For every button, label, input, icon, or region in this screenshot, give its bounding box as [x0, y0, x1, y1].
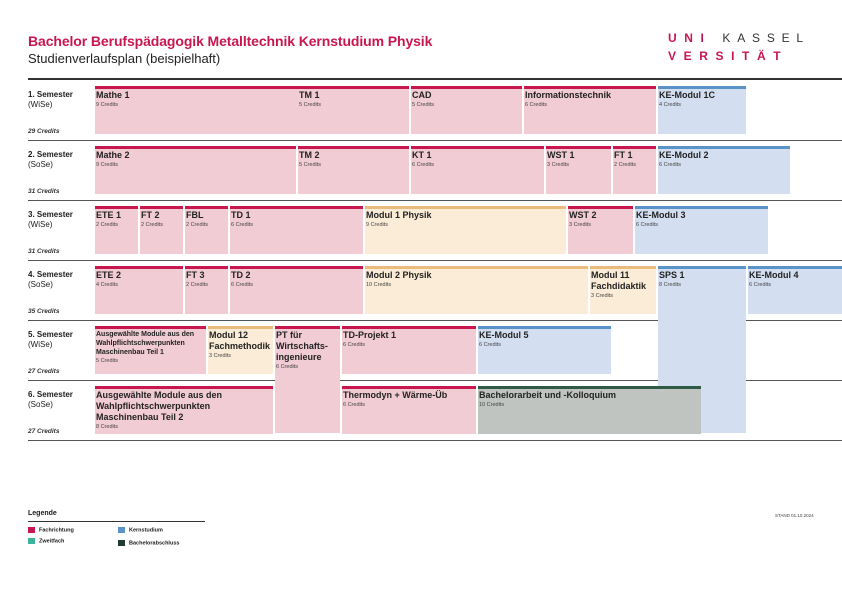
- module-accent-bar: [275, 326, 340, 329]
- module-credits: 10 Credits: [479, 402, 505, 408]
- module-td-projekt-1[interactable]: [342, 326, 476, 374]
- module-name: FT 3: [186, 270, 205, 280]
- module-credits: 3 Credits: [569, 222, 592, 228]
- logo-versitaet: VERSITÄT: [668, 49, 789, 63]
- module-mathe-2[interactable]: [95, 146, 296, 194]
- module-pt-wirtschaftsingenieure[interactable]: [275, 326, 340, 433]
- legend-label: Fachrichtung: [39, 527, 74, 534]
- module-ke-modul-3[interactable]: [635, 206, 768, 254]
- module-name: ETE 1: [96, 210, 122, 220]
- semester-label-text: 1. Semester: [28, 90, 73, 99]
- module-credits: 6 Credits: [343, 342, 366, 348]
- legend-title: Legende: [28, 510, 57, 517]
- module-name: CAD: [412, 90, 432, 100]
- module-cad[interactable]: [411, 86, 522, 134]
- module-name: TM 2: [299, 150, 320, 160]
- module-name: Modul 12 Fachmethodik: [209, 330, 271, 351]
- semester-label-text: 3. Semester: [28, 210, 73, 219]
- module-name: TD 2: [231, 270, 251, 280]
- module-tm-1[interactable]: [298, 86, 409, 134]
- semester-term: (SoSe): [28, 280, 53, 289]
- module-credits: 8 Credits: [96, 424, 119, 430]
- module-name: Modul 2 Physik: [366, 270, 432, 280]
- semester-2-credits: 31 Credits: [28, 188, 60, 195]
- module-modul-2-physik[interactable]: [365, 266, 588, 314]
- module-ke-modul-4[interactable]: [748, 266, 842, 314]
- row-divider: [28, 200, 842, 201]
- module-credits: 4 Credits: [96, 282, 119, 288]
- semester-3-credits: 31 Credits: [28, 248, 60, 255]
- semester-term: (WiSe): [28, 340, 53, 349]
- module-modul-12-fachmethodik[interactable]: [208, 326, 273, 374]
- module-accent-bar: [411, 146, 544, 149]
- semester-term: (SoSe): [28, 160, 53, 169]
- semester-5-credits: 27 Credits: [28, 368, 60, 375]
- module-credits: 6 Credits: [525, 102, 548, 108]
- module-credits: 3 Credits: [209, 353, 232, 359]
- module-accent-bar: [140, 206, 183, 209]
- module-accent-bar: [95, 326, 206, 329]
- module-ke-modul-5[interactable]: [478, 326, 611, 374]
- module-name: Modul 1 Physik: [366, 210, 432, 220]
- module-accent-bar: [590, 266, 656, 269]
- module-ft-3[interactable]: [185, 266, 228, 314]
- module-td-2[interactable]: [230, 266, 363, 314]
- legend-item-bachelorabschluss: [118, 540, 179, 546]
- semester-1-label: [28, 90, 73, 110]
- semester-1-credits: 29 Credits: [28, 128, 60, 135]
- module-credits: 5 Credits: [412, 102, 435, 108]
- module-name: FBL: [186, 210, 204, 220]
- module-ft-1[interactable]: [613, 146, 656, 194]
- module-credits: 3 Credits: [547, 162, 570, 168]
- logo-line-2: [668, 49, 788, 63]
- module-credits: 6 Credits: [231, 282, 254, 288]
- module-credits: 6 Credits: [412, 162, 435, 168]
- module-accent-bar: [230, 266, 363, 269]
- module-accent-bar: [635, 206, 768, 209]
- module-ke-modul-1c[interactable]: [658, 86, 746, 134]
- module-modul-1-physik[interactable]: [365, 206, 566, 254]
- semester-label-text: 5. Semester: [28, 330, 73, 339]
- module-accent-bar: [658, 86, 746, 89]
- module-name: KE-Modul 5: [479, 330, 529, 340]
- module-accent-bar: [568, 206, 633, 209]
- legend-swatch: [28, 527, 35, 533]
- semester-6-credits: 27 Credits: [28, 428, 60, 435]
- module-accent-bar: [342, 326, 476, 329]
- legend-label: Zweitfach: [39, 538, 65, 545]
- semester-3-label: [28, 210, 73, 230]
- module-credits: 6 Credits: [636, 222, 659, 228]
- module-bachelorarbeit[interactable]: [478, 386, 701, 434]
- module-accent-bar: [478, 326, 611, 329]
- module-name: Mathe 2: [96, 150, 130, 160]
- module-credits: 6 Credits: [343, 402, 366, 408]
- module-name: KE-Modul 3: [636, 210, 686, 220]
- module-accent-bar: [546, 146, 611, 149]
- module-credits: 5 Credits: [299, 102, 322, 108]
- module-modul-11-fachdidaktik[interactable]: [590, 266, 656, 314]
- semester-label-text: 2. Semester: [28, 150, 73, 159]
- module-credits: 9 Credits: [366, 222, 389, 228]
- module-accent-bar: [95, 386, 273, 389]
- module-tm-2[interactable]: [298, 146, 409, 194]
- module-name: Ausgewählte Module aus den Wahlpflichtschwerpunkten Maschinenbau Teil 2: [96, 390, 223, 422]
- module-ete-1[interactable]: [95, 206, 138, 254]
- semester-term: (WiSe): [28, 100, 53, 109]
- module-name: TM 1: [299, 90, 320, 100]
- module-accent-bar: [748, 266, 842, 269]
- legend-item-zweitfach: [28, 538, 64, 544]
- module-credits: 2 Credits: [186, 222, 209, 228]
- module-wahlpflicht-teil-2[interactable]: [95, 386, 273, 434]
- module-thermodynamik[interactable]: [342, 386, 476, 434]
- legend-swatch: [118, 527, 125, 533]
- module-credits: 4 Credits: [659, 102, 682, 108]
- legend-divider: [28, 521, 205, 522]
- module-accent-bar: [95, 206, 138, 209]
- semester-2-label: [28, 150, 73, 170]
- module-accent-bar: [365, 206, 566, 209]
- module-accent-bar: [658, 266, 746, 269]
- module-name: Modul 11 Fachdidaktik: [591, 270, 647, 291]
- module-accent-bar: [365, 266, 588, 269]
- module-credits: 2 Credits: [141, 222, 164, 228]
- semester-term: (WiSe): [28, 220, 53, 229]
- module-credits: 10 Credits: [366, 282, 392, 288]
- module-credits: 9 Credits: [96, 102, 119, 108]
- legend-item-fachrichtung: [28, 527, 74, 533]
- module-accent-bar: [230, 206, 363, 209]
- module-accent-bar: [411, 86, 522, 89]
- header-divider: [28, 78, 842, 80]
- module-accent-bar: [95, 266, 183, 269]
- module-credits: 6 Credits: [749, 282, 772, 288]
- legend-swatch: [118, 540, 125, 546]
- legend-label: Kernstudium: [129, 527, 163, 534]
- module-credits: 5 Credits: [299, 162, 322, 168]
- logo-kassel: KASSEL: [722, 31, 810, 45]
- module-name: PT für Wirtschafts- ingenieure: [276, 330, 328, 362]
- legend-item-kernstudium: [118, 527, 163, 533]
- module-credits: 9 Credits: [96, 162, 119, 168]
- module-name: Thermodyn + Wärme-Üb: [343, 390, 448, 400]
- module-credits: 6 Credits: [479, 342, 502, 348]
- row-divider: [28, 440, 842, 441]
- module-name: TD-Projekt 1: [343, 330, 397, 340]
- module-name: Mathe 1: [96, 90, 130, 100]
- module-td-1[interactable]: [230, 206, 363, 254]
- module-name: KE-Modul 1C: [659, 90, 715, 100]
- module-name: Ausgewählte Module aus den Wahlpflichtschwerpunkten Maschinenbau Teil 1: [96, 331, 195, 356]
- semester-term: (SoSe): [28, 400, 53, 409]
- module-name: ETE 2: [96, 270, 122, 280]
- module-accent-bar: [524, 86, 656, 89]
- page-subtitle: Studienverlaufsplan (beispielhaft): [28, 51, 221, 66]
- legend-label: Bachelorabschluss: [129, 540, 180, 547]
- module-accent-bar: [95, 146, 296, 149]
- stand-date: STAND 01.10.2024: [775, 513, 814, 518]
- module-credits: 3 Credits: [591, 293, 614, 299]
- module-name: TD 1: [231, 210, 251, 220]
- module-accent-bar: [298, 86, 409, 89]
- semester-label-text: 4. Semester: [28, 270, 73, 279]
- module-accent-bar: [658, 146, 790, 149]
- module-credits: 2 Credits: [186, 282, 209, 288]
- row-divider: [28, 140, 842, 141]
- module-name: KE-Modul 4: [749, 270, 799, 280]
- module-accent-bar: [185, 206, 228, 209]
- module-wst-1[interactable]: [546, 146, 611, 194]
- semester-label-text: 6. Semester: [28, 390, 73, 399]
- module-ft-2[interactable]: [140, 206, 183, 254]
- module-name: SPS 1: [659, 270, 685, 280]
- module-accent-bar: [185, 266, 228, 269]
- module-name: WST 1: [547, 150, 575, 160]
- semester-5-label: [28, 330, 73, 350]
- module-accent-bar: [298, 146, 409, 149]
- module-name: Informationstechnik: [525, 90, 612, 100]
- row-divider: [28, 260, 842, 261]
- module-accent-bar: [342, 386, 476, 389]
- logo-line-1: [668, 31, 810, 45]
- module-credits: 6 Credits: [659, 162, 682, 168]
- semester-4-label: [28, 270, 73, 290]
- module-name: WST 2: [569, 210, 597, 220]
- module-accent-bar: [613, 146, 656, 149]
- module-fbl[interactable]: [185, 206, 228, 254]
- module-name: FT 2: [141, 210, 160, 220]
- module-ete-2[interactable]: [95, 266, 183, 314]
- module-name: FT 1: [614, 150, 633, 160]
- module-credits: 8 Credits: [659, 282, 682, 288]
- page-title: Bachelor Berufspädagogik Metalltechnik Kernstudium Physik: [28, 33, 433, 49]
- module-informationstechnik[interactable]: [524, 86, 656, 134]
- module-credits: 6 Credits: [231, 222, 254, 228]
- module-ke-modul-2[interactable]: [658, 146, 790, 194]
- semester-4-credits: 35 Credits: [28, 308, 60, 315]
- semester-6-label: [28, 390, 73, 410]
- module-credits: 2 Credits: [614, 162, 637, 168]
- module-wst-2[interactable]: [568, 206, 633, 254]
- module-accent-bar: [478, 386, 701, 389]
- module-name: Bachelorarbeit und -Kolloquium: [479, 390, 617, 400]
- logo-uni: UNI: [668, 31, 712, 45]
- module-accent-bar: [208, 326, 273, 329]
- module-credits: 6 Credits: [276, 364, 299, 370]
- module-kt-1[interactable]: [411, 146, 544, 194]
- module-credits: 2 Credits: [96, 222, 119, 228]
- module-wahlpflicht-teil-1[interactable]: [95, 326, 206, 374]
- module-name: KT 1: [412, 150, 432, 160]
- legend-swatch: [28, 538, 35, 544]
- module-credits: 5 Credits: [96, 358, 119, 364]
- module-name: KE-Modul 2: [659, 150, 709, 160]
